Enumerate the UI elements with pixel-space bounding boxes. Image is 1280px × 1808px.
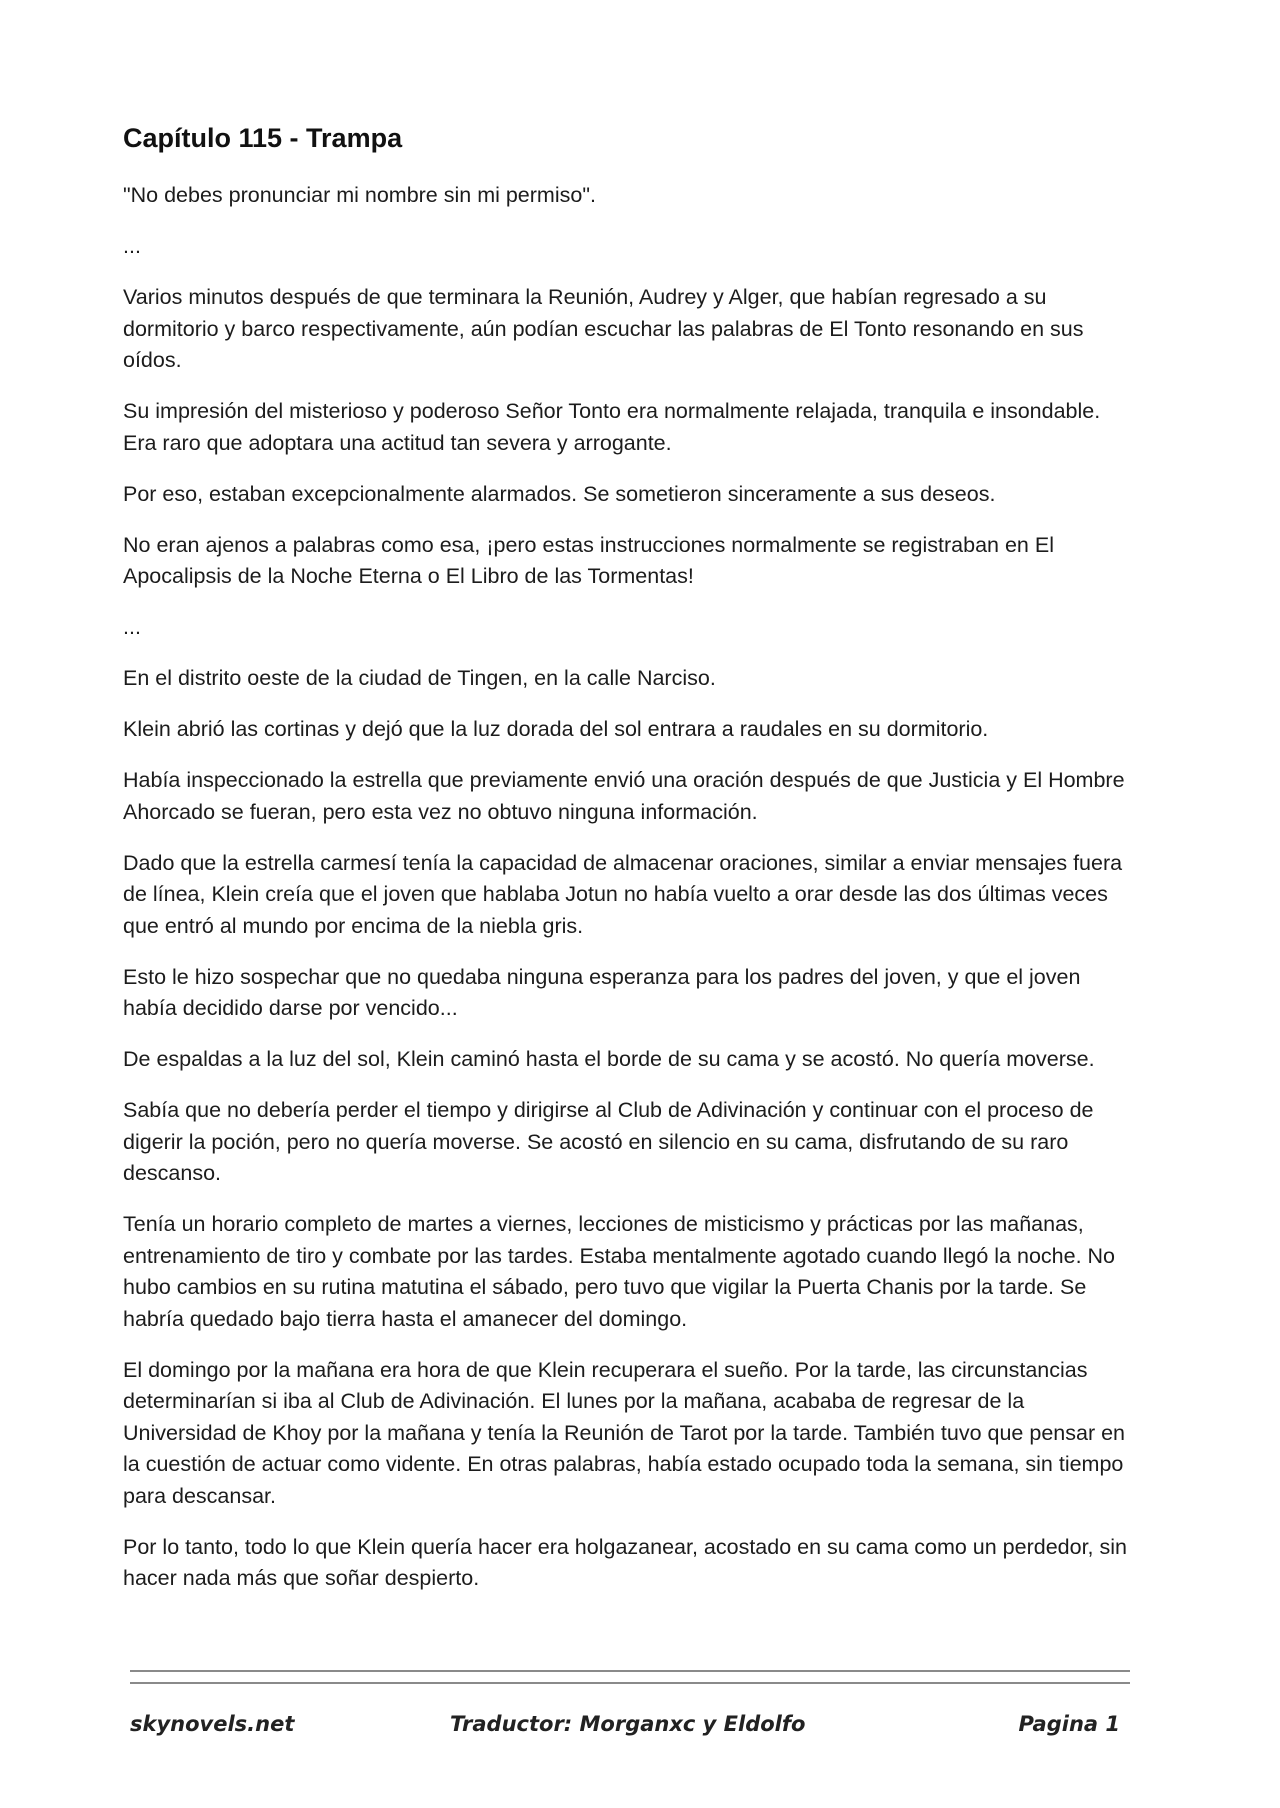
footer-translator: Traductor: Morganxc y Eldolfo — [450, 1712, 806, 1736]
paragraph: Por eso, estaban excepcionalmente alarmados. Se sometieron sinceramente a sus deseos. — [123, 481, 996, 506]
paragraph: Esto le hizo sospechar que no quedaba ninguna esperanza para los padres del joven, y que el joven había decidido darse por vencido... — [123, 964, 1081, 1020]
paragraph: Dado que la estrella carmesí tenía la capacidad de almacenar oraciones, similar a enviar mensajes fuera de línea, Klein creía que el joven que hablaba Jotun no había vuelto a orar desde las dos últimas veces que entró al mundo por encima de la niebla gris. — [123, 850, 1123, 938]
paragraph: Por lo tanto, todo lo que Klein quería hacer era holgazanear, acostado en su cama como un perdedor, sin hacer nada más que soñar despierto. — [123, 1534, 1127, 1590]
paragraph: De espaldas a la luz del sol, Klein caminó hasta el borde de su cama y se acostó. No quería moverse. — [123, 1047, 1095, 1071]
footer-page-number: Pagina 1 — [1018, 1712, 1120, 1736]
footer-rule-bottom — [130, 1682, 1130, 1684]
paragraph: "No debes pronunciar mi nombre sin mi permiso". — [123, 183, 596, 207]
document-body — [123, 118, 1133, 1614]
paragraph: El domingo por la mañana era hora de que Klein recuperara el sueño. Por la tarde, las circunstancias determinarían si iba al Club de Adivinación. El lunes por la mañana, acababa de regresar de la Universidad de Khoy por la mañana y tenía la Reunión de Tarot por la tarde. También tuvo que pensar en la cuestión de actuar como vidente. En otras palabras, había estado ocupado toda la semana, sin tiempo para descansar. — [123, 1357, 1125, 1508]
paragraph: Había inspeccionado la estrella que previamente envió una oración después de que Justicia y El Hombre Ahorcado se fueran, pero esta vez no obtuvo ninguna información. — [123, 768, 1125, 824]
paragraph: Klein abrió las cortinas y dejó que la luz dorada del sol entrara a raudales en su dormitorio. — [123, 717, 989, 741]
paragraph: En el distrito oeste de la ciudad de Tingen, en la calle Narciso. — [123, 666, 716, 690]
footer-divider — [130, 1670, 1130, 1694]
paragraph: Tenía un horario completo de martes a viernes, lecciones de misticismo y prácticas por las mañanas, entrenamiento de tiro y combate por las tardes. Estaba mentalmente agotado cuando llegó la noche. No hubo cambios en su rutina matutina el sábado, pero tuvo que vigilar la Puerta Chanis por la tarde. Se habría quedado bajo tierra hasta el amanecer del domingo. — [123, 1212, 1116, 1331]
footer-rule-top — [130, 1670, 1130, 1672]
paragraph: ... — [123, 234, 141, 258]
chapter-title: Capítulo 115 - Trampa — [123, 123, 403, 153]
paragraph: Sabía que no debería perder el tiempo y dirigirse al Club de Adivinación y continuar con el proceso de digerir la poción, pero no quería moverse. Se acostó en silencio en su cama, disfrutando de su raro descanso. — [123, 1098, 1094, 1185]
paragraph: No eran ajenos a palabras como esa, ¡pero estas instrucciones normalmente se registraban en El Apocalipsis de la Noche Eterna o El Libro de las Tormentas! — [123, 532, 1054, 588]
paragraph: Su impresión del misterioso y poderoso Señor Tonto era normalmente relajada, tranquila e insondable. Era raro que adoptara una actitud tan severa y arrogante. — [123, 399, 1101, 455]
paragraph: Varios minutos después de que terminara la Reunión, Audrey y Alger, que habían regresado a su dormitorio y barco respectivamente, aún podían escuchar las palabras de El Tonto resonando en sus oídos. — [123, 285, 1084, 372]
paragraph: ... — [123, 615, 141, 639]
page-footer — [130, 1712, 1120, 1752]
footer-site: skynovels.net — [130, 1712, 295, 1736]
